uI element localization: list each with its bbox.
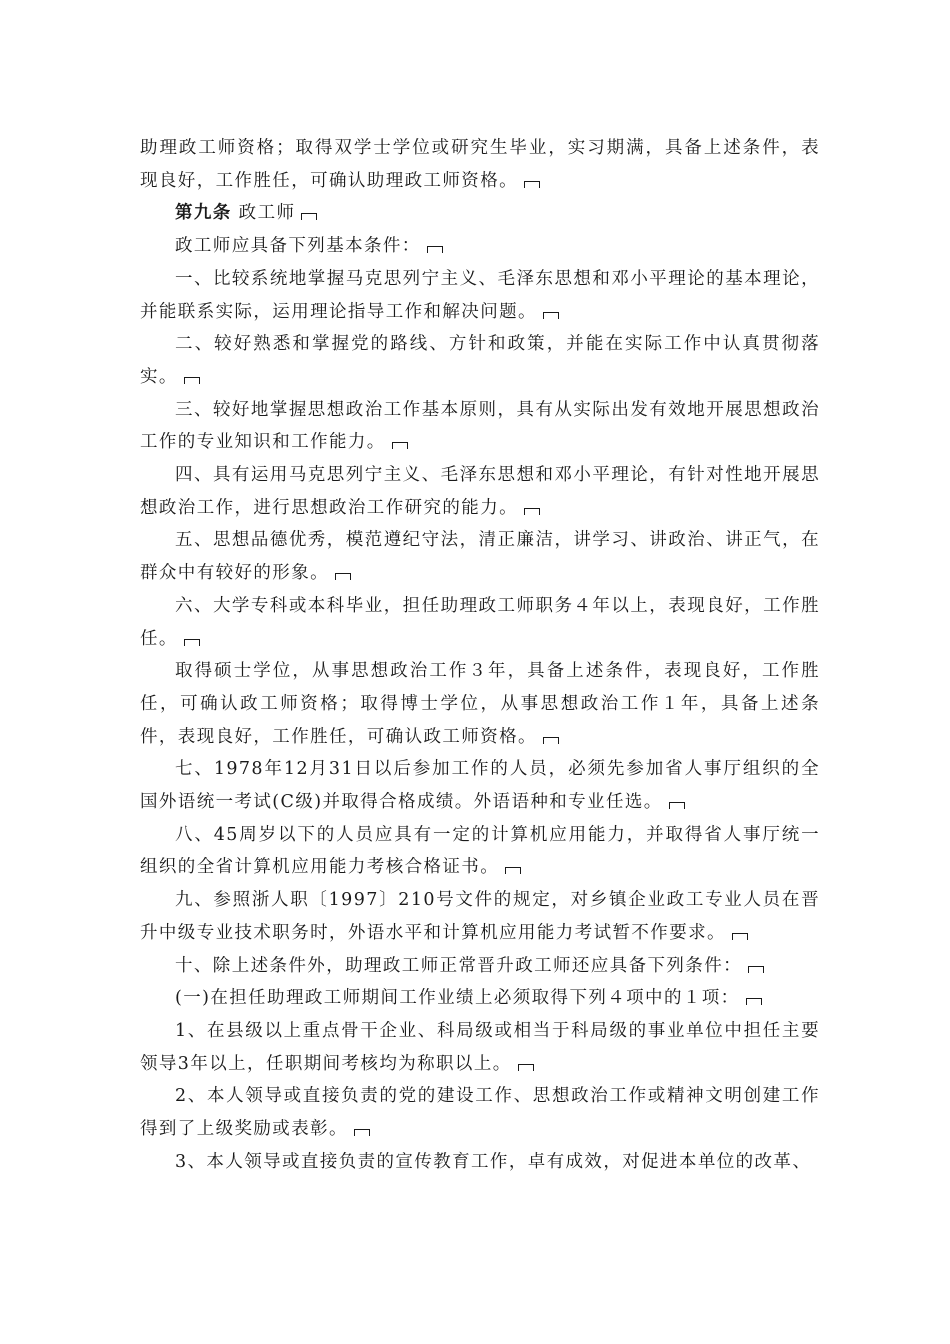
paragraph-mark-icon (354, 1129, 370, 1136)
paragraph-text: 六、大学专科或本科毕业，担任助理政工师职务４年以上，表现良好，工作胜任。 (140, 595, 820, 649)
paragraph (140, 884, 820, 949)
paragraph (140, 950, 820, 983)
article-title: 政工师 (231, 203, 296, 224)
paragraph (140, 655, 820, 753)
paragraph (140, 819, 820, 884)
paragraph-mark-icon (524, 508, 540, 515)
paragraph-mark-icon (184, 377, 200, 384)
paragraph (140, 459, 820, 524)
article-number: 第九条 (175, 203, 232, 224)
paragraph-mark-icon (748, 966, 764, 973)
paragraph (140, 394, 820, 459)
paragraph (140, 263, 820, 328)
paragraph (140, 982, 820, 1015)
paragraph (140, 1146, 820, 1179)
paragraph-text: 2、本人领导或直接负责的党的建设工作、思想政治工作或精神文明创建工作得到了上级奖励或表彰。 (140, 1086, 820, 1140)
paragraph-mark-icon (669, 802, 685, 809)
paragraph-mark-icon (543, 312, 559, 319)
paragraph (140, 524, 820, 589)
paragraph-text: 二、较好熟悉和掌握党的路线、方针和政策，并能在实际工作中认真贯彻落实。 (140, 334, 820, 387)
paragraph-text: 十、除上述条件外，助理政工师正常晋升政工师还应具备下列条件： (175, 955, 742, 976)
paragraph-mark-icon (184, 639, 200, 646)
paragraph-text: 五、思想品德优秀，模范遵纪守法，清正廉洁，讲学习、讲政治、讲正气，在群众中有较好的形象。 (140, 530, 820, 584)
paragraph-mark-icon (732, 933, 748, 940)
paragraph-text: 三、较好地掌握思想政治工作基本原则，具有从实际出发有效地开展思想政治工作的专业知识和工作能力。 (140, 399, 820, 453)
paragraph-text: 政工师应具备下列基本条件： (175, 236, 421, 257)
paragraph-mark-icon (746, 998, 762, 1005)
paragraph (140, 590, 820, 655)
paragraph-mark-icon (524, 181, 540, 188)
paragraph-mark-icon (505, 867, 521, 874)
paragraph (140, 132, 820, 197)
paragraph-mark-icon (335, 573, 351, 580)
paragraph (140, 1080, 820, 1145)
paragraph-mark-icon (543, 737, 559, 744)
paragraph-text: 取得硕士学位，从事思想政治工作３年，具备上述条件，表现良好，工作胜任，可确认政工师资格；取得博士学位，从事思想政治工作１年，具备上述条件，表现良好，工作胜任，可确认政工师资格。 (140, 661, 820, 747)
paragraph (140, 230, 820, 263)
paragraph (140, 328, 820, 393)
paragraph-text: 助理政工师资格；取得双学士学位或研究生毕业，实习期满，具备上述条件，表现良好，工作胜任，可确认助理政工师资格。 (140, 138, 820, 191)
paragraph (140, 753, 820, 818)
paragraph-mark-icon (392, 442, 408, 449)
paragraph-mark-icon (427, 246, 443, 253)
article-heading (140, 197, 820, 230)
paragraph-mark-icon (518, 1064, 534, 1071)
paragraph-text: 1、在县级以上重点骨干企业、科局级或相当于科局级的事业单位中担任主要领导3年以上，任职期间考核均为称职以上。 (140, 1020, 820, 1074)
paragraph-mark-icon (301, 213, 317, 220)
paragraph-text: 3、本人领导或直接负责的宣传教育工作，卓有成效，对促进本单位的改革、 (175, 1151, 812, 1172)
paragraph-text: 八、45周岁以下的人员应具有一定的计算机应用能力，并取得省人事厅统一组织的全省计算机应用能力考核合格证书。 (140, 824, 820, 878)
paragraph-text: (一)在担任助理政工师期间工作业绩上必须取得下列４项中的１项： (175, 988, 740, 1009)
document-page (140, 132, 820, 1179)
paragraph-text: 七、1978年12月31日以后参加工作的人员，必须先参加省人事厅组织的全国外语统一考试(C级)并取得合格成绩。外语语种和专业任选。 (140, 759, 820, 813)
paragraph-text: 一、比较系统地掌握马克思列宁主义、毛泽东思想和邓小平理论的基本理论，并能联系实际，运用理论指导工作和解决问题。 (140, 268, 820, 322)
paragraph-text: 九、参照浙人职〔1997〕210号文件的规定，对乡镇企业政工专业人员在晋升中级专业技术职务时，外语水平和计算机应用能力考试暂不作要求。 (140, 890, 820, 943)
paragraph-text: 四、具有运用马克思列宁主义、毛泽东思想和邓小平理论，有针对性地开展思想政治工作，进行思想政治工作研究的能力。 (140, 465, 820, 518)
paragraph (140, 1015, 820, 1080)
